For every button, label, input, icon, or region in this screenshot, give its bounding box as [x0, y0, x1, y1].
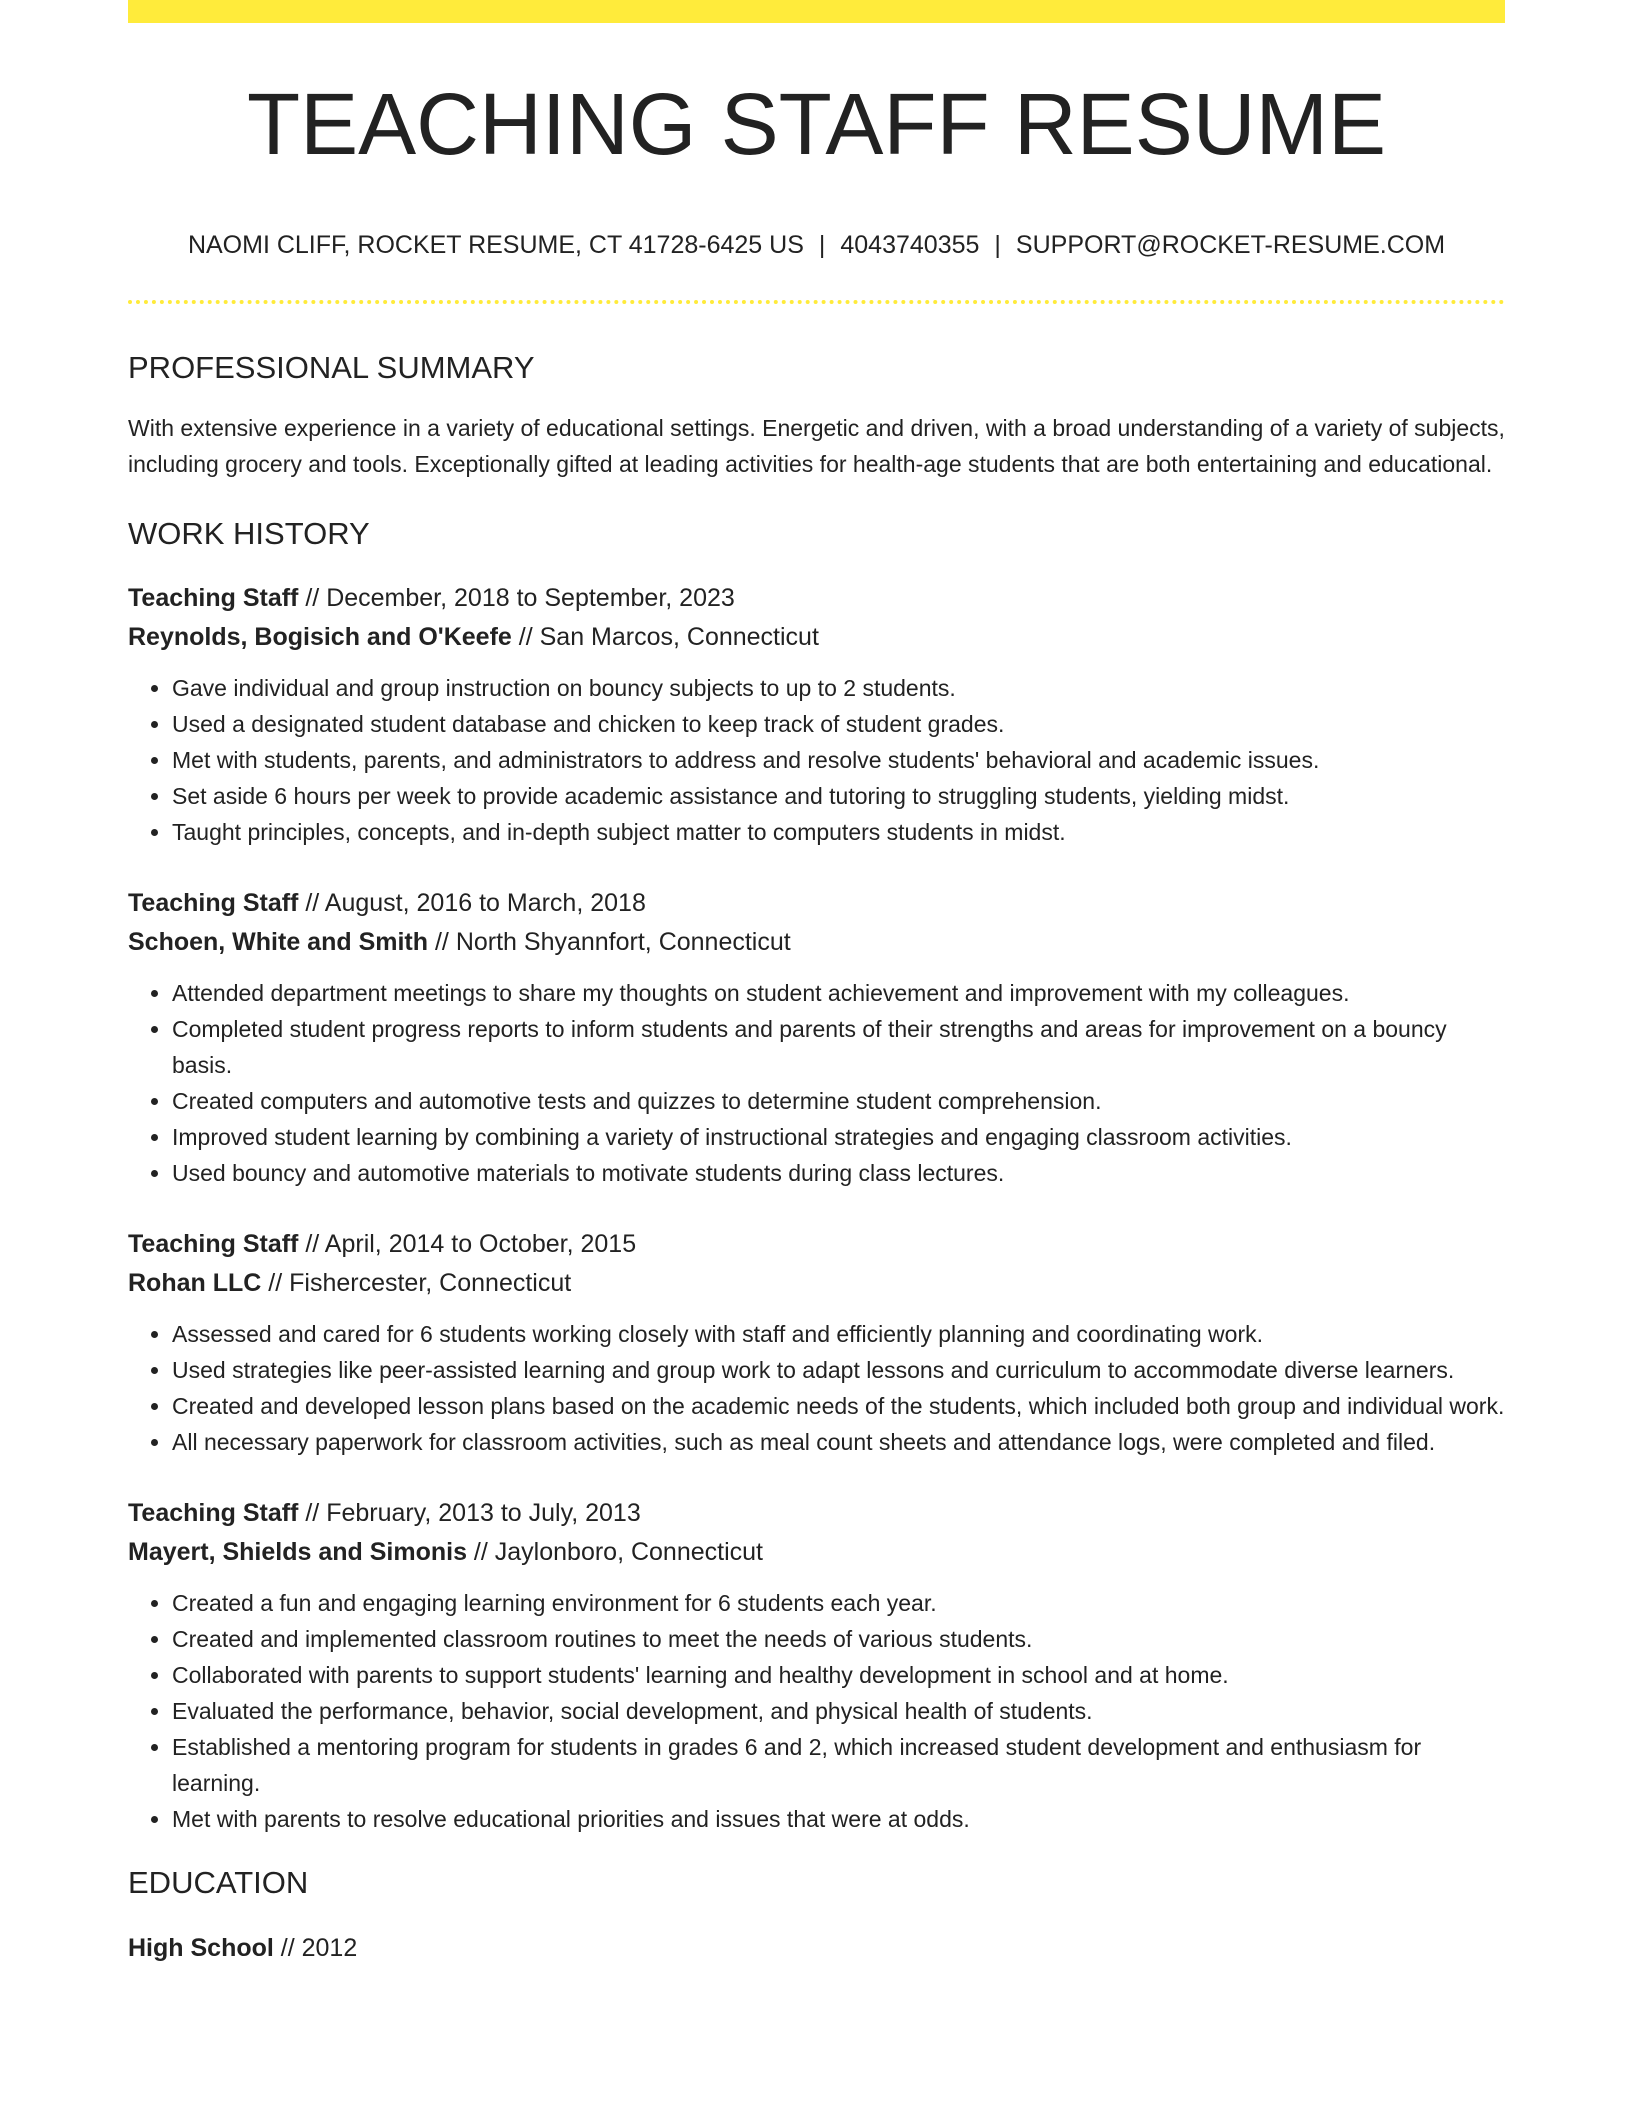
- education-heading: EDUCATION: [128, 1865, 309, 1900]
- job-bullet: • Taught principles, concepts, and in-depth subject matter to computers students in midst.: [172, 814, 1505, 850]
- job-company: Reynolds, Bogisich and O'Keefe: [128, 623, 512, 651]
- job-bullet: • Assessed and cared for 6 students working closely with staff and efficiently planning and coordinating work.: [172, 1316, 1505, 1352]
- job-dates: December, 2018 to September, 2023: [326, 584, 735, 612]
- job-location: Fishercester, Connecticut: [289, 1269, 572, 1297]
- job-title: Teaching Staff: [128, 1230, 299, 1258]
- job-title-line: [128, 884, 1505, 923]
- job-company: Schoen, White and Smith: [128, 928, 429, 956]
- job-bullet: • Created computers and automotive tests and quizzes to determine student comprehension.: [172, 1083, 1505, 1119]
- job-bullet: • Created and implemented classroom routines to meet the needs of various students.: [172, 1621, 1505, 1657]
- contact-line: [128, 233, 1505, 258]
- summary-text: With extensive experience in a variety of educational settings. Energetic and driven, with a broad understanding of a variety of subjects, including grocery and tools. Exceptionally gifted at leading activities for health-age students that are both entertaining and educational.: [128, 415, 1505, 477]
- job-bullet: • Used strategies like peer-assisted learning and group work to adapt lessons and curriculum to accommodate diverse learners.: [172, 1352, 1505, 1388]
- job-bullet: • Created a fun and engaging learning environment for 6 students each year.: [172, 1585, 1505, 1621]
- job-separator: //: [466, 1538, 495, 1566]
- education-school: High School: [128, 1934, 274, 1962]
- job-separator: //: [298, 889, 325, 917]
- job-bullet: • Met with parents to resolve educational priorities and issues that were at odds.: [172, 1801, 1505, 1837]
- job-bullet: • Met with students, parents, and administrators to address and resolve students' behavioral and academic issues.: [172, 742, 1505, 778]
- resume-title: TEACHING STAFF RESUME: [246, 76, 1387, 173]
- job-title: Teaching Staff: [128, 1499, 299, 1527]
- job-company-line: [128, 1264, 1505, 1303]
- job-bullet-list: [128, 670, 1505, 850]
- summary-heading: PROFESSIONAL SUMMARY: [128, 350, 535, 385]
- education-separator: //: [273, 1934, 302, 1962]
- job-entry: [128, 1225, 1505, 1460]
- job-title: Teaching Staff: [128, 889, 299, 917]
- job-separator: //: [298, 584, 327, 612]
- contact-separator: |: [818, 231, 826, 259]
- job-location: North Shyannfort, Connecticut: [455, 928, 791, 956]
- education-list: [128, 1929, 1505, 1968]
- job-company: Mayert, Shields and Simonis: [128, 1538, 467, 1566]
- contact-email: SUPPORT@ROCKET-RESUME.COM: [1015, 231, 1446, 259]
- job-bullet: • Used bouncy and automotive materials to motivate students during class lectures.: [172, 1155, 1505, 1191]
- job-bullet: • Completed student progress reports to inform students and parents of their strengths and areas for improvement on a bouncy basis.: [172, 1011, 1505, 1083]
- job-dates: February, 2013 to July, 2013: [326, 1499, 641, 1527]
- job-separator: //: [261, 1269, 290, 1297]
- job-bullet: • Created and developed lesson plans based on the academic needs of the students, which included both group and individual work.: [172, 1388, 1505, 1424]
- job-company-line: [128, 618, 1505, 657]
- job-location: San Marcos, Connecticut: [539, 623, 819, 651]
- dotted-divider: [128, 300, 1505, 304]
- contact-address: NAOMI CLIFF, ROCKET RESUME, CT 41728-6425 US: [187, 231, 804, 259]
- contact-separator: |: [994, 231, 1001, 259]
- work-history-list: [128, 579, 1505, 1837]
- work-history-heading: WORK HISTORY: [128, 516, 370, 551]
- job-bullet: • Collaborated with parents to support students' learning and healthy development in school and at home.: [172, 1657, 1505, 1693]
- job-bullet: • All necessary paperwork for classroom activities, such as meal count sheets and attendance logs, were completed and filed.: [172, 1424, 1505, 1460]
- job-separator: //: [298, 1499, 327, 1527]
- job-separator: //: [511, 623, 540, 651]
- contact-phone: 4043740355: [840, 231, 980, 259]
- job-dates: August, 2016 to March, 2018: [324, 889, 646, 917]
- job-separator: //: [298, 1230, 325, 1258]
- job-entry: [128, 579, 1505, 850]
- accent-bar: [128, 0, 1505, 23]
- job-title-line: [128, 1225, 1505, 1264]
- job-bullet: • Gave individual and group instruction on bouncy subjects to up to 2 students.: [172, 670, 1505, 706]
- job-title: Teaching Staff: [128, 584, 299, 612]
- job-title-line: [128, 579, 1505, 618]
- job-bullet-list: [128, 1585, 1505, 1837]
- job-bullet: • Improved student learning by combining a variety of instructional strategies and engaging classroom activities.: [172, 1119, 1505, 1155]
- resume-page: [128, 0, 1505, 1968]
- job-bullet-list: [128, 975, 1505, 1191]
- job-bullet: • Established a mentoring program for students in grades 6 and 2, which increased student development and enthusiasm for learning.: [172, 1729, 1505, 1801]
- job-company-line: [128, 1533, 1505, 1572]
- education-entry: [128, 1929, 1505, 1968]
- job-separator: //: [428, 928, 456, 956]
- education-year: 2012: [301, 1934, 358, 1962]
- job-location: Jaylonboro, Connecticut: [494, 1538, 763, 1566]
- job-entry: [128, 1494, 1505, 1837]
- job-title-line: [128, 1494, 1505, 1533]
- job-bullet-list: [128, 1316, 1505, 1460]
- job-bullet: • Set aside 6 hours per week to provide academic assistance and tutoring to struggling students, yielding midst.: [172, 778, 1505, 814]
- job-company: Rohan LLC: [128, 1269, 262, 1297]
- job-bullet: • Evaluated the performance, behavior, social development, and physical health of students.: [172, 1693, 1505, 1729]
- job-bullet: • Used a designated student database and chicken to keep track of student grades.: [172, 706, 1505, 742]
- job-entry: [128, 884, 1505, 1191]
- job-bullet: • Attended department meetings to share my thoughts on student achievement and improvement with my colleagues.: [172, 975, 1505, 1011]
- job-dates: April, 2014 to October, 2015: [324, 1230, 637, 1258]
- job-company-line: [128, 923, 1505, 962]
